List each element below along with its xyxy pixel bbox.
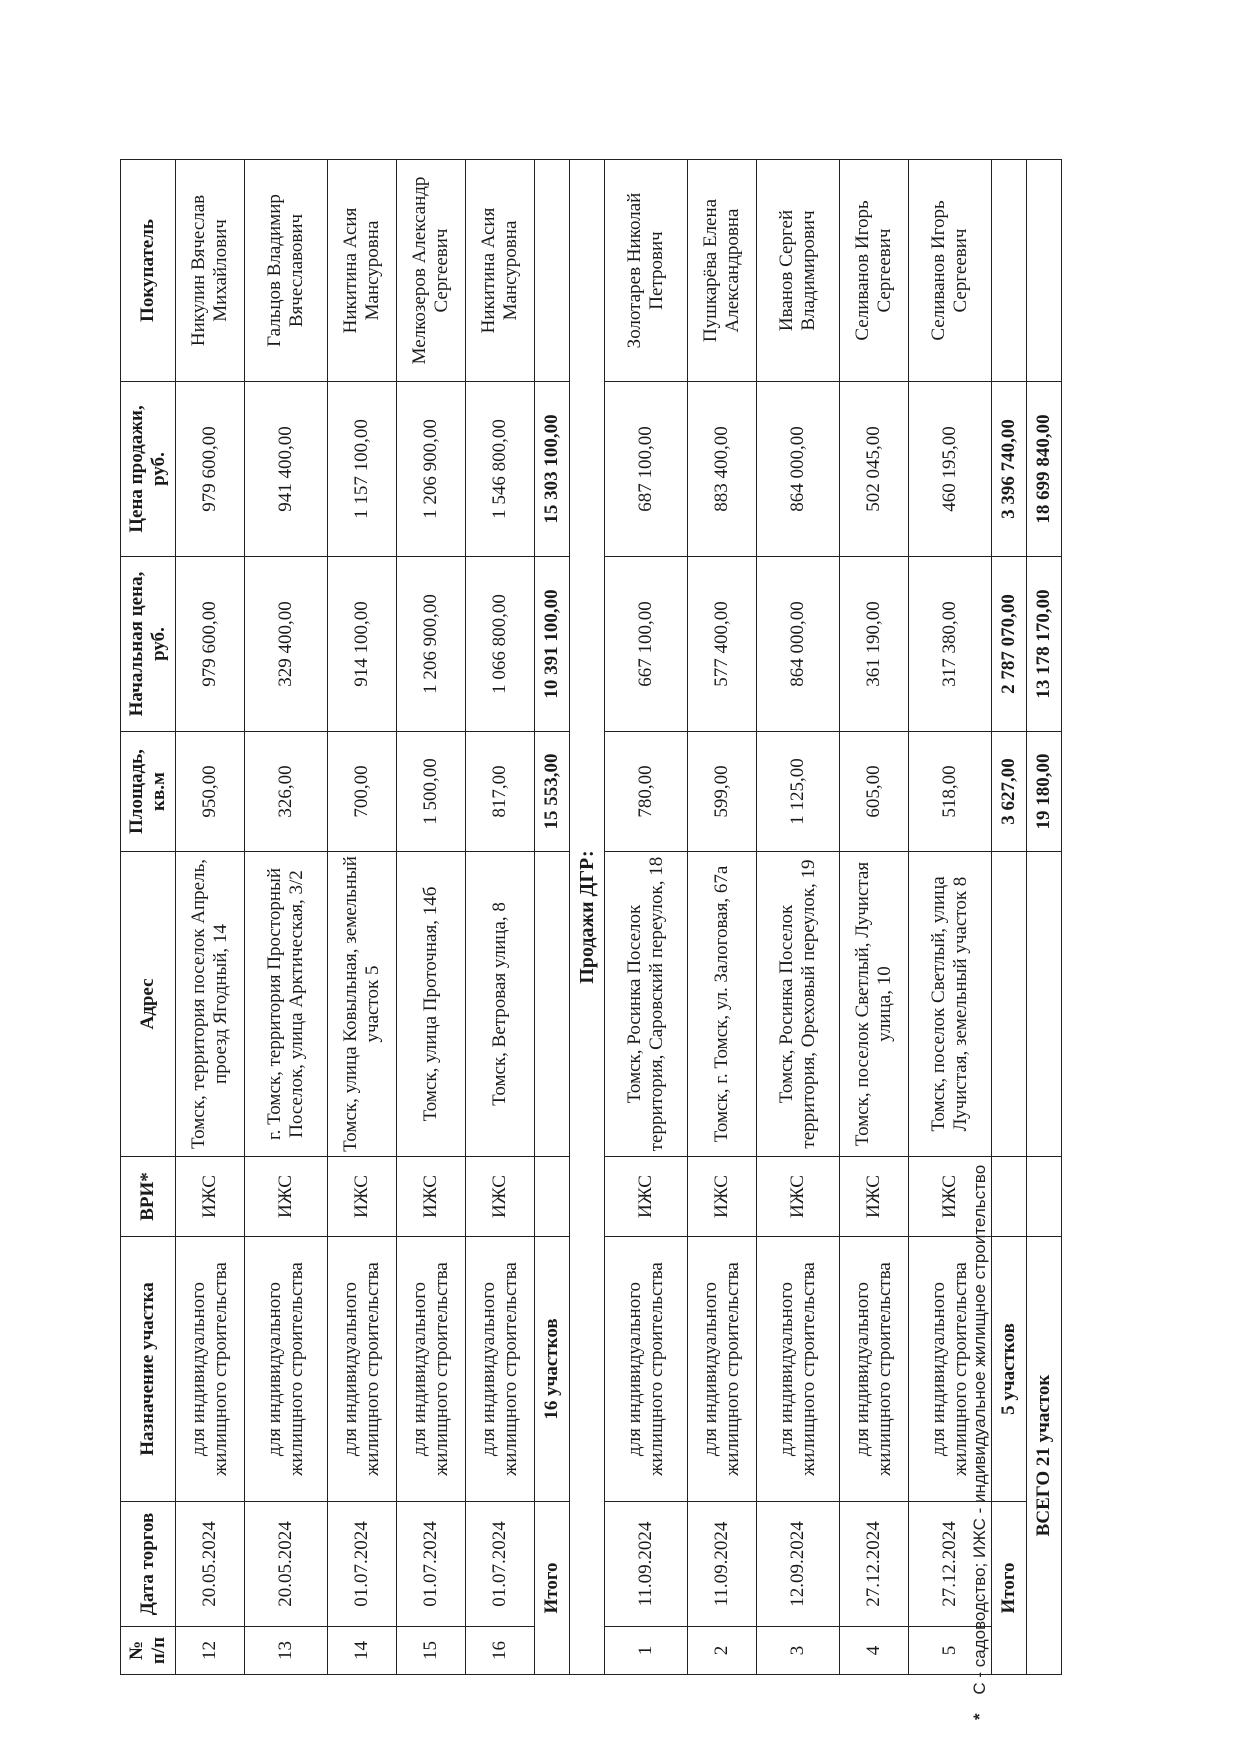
land-sales-table — [120, 159, 1062, 1675]
cell-buyer: Пушкарёва Елена Александровна — [688, 160, 757, 382]
subtotal-start-price: 2 787 070,00 — [992, 557, 1027, 732]
cell-address: Томск, территория поселок Апрель, проезд Ягодный, 14 — [176, 852, 245, 1157]
grand-total-sale-price: 18 699 840,00 — [1027, 382, 1062, 557]
cell-start-price: 864 000,00 — [757, 557, 840, 732]
cell-buyer: Иванов Сергей Владимирович — [757, 160, 840, 382]
subtotal-area: 3 627,00 — [992, 732, 1027, 852]
cell-area: 1 125,00 — [757, 732, 840, 852]
cell-sale-price: 1 206 900,00 — [397, 382, 466, 557]
cell-address: Томск, улица Ковыльная, земельный участок 5 — [328, 852, 397, 1157]
cell-sale-price: 1 546 800,00 — [466, 382, 535, 557]
cell-date: 01.07.2024 — [328, 1502, 397, 1627]
empty-cell — [992, 852, 1027, 1157]
cell-area: 605,00 — [840, 732, 909, 852]
header-vri: ВРИ* — [121, 1157, 176, 1237]
header-date: Дата торгов — [121, 1502, 176, 1627]
cell-address: Томск, Ветровая улица, 8 — [466, 852, 535, 1157]
cell-area: 518,00 — [909, 732, 992, 852]
table-row — [176, 160, 245, 1675]
cell-purpose: для индивидуального жилищного строительства — [245, 1237, 328, 1502]
subtotal-row-2 — [992, 160, 1027, 1675]
cell-area: 1 500,00 — [397, 732, 466, 852]
empty-cell — [992, 160, 1027, 382]
header-num: № п/п — [121, 1627, 176, 1675]
cell-num: 2 — [688, 1627, 757, 1675]
cell-buyer: Никулин Вячеслав Михайлович — [176, 160, 245, 382]
cell-start-price: 329 400,00 — [245, 557, 328, 732]
cell-purpose: для индивидуального жилищного строительства — [909, 1237, 992, 1502]
cell-address: Томск, Росинка Поселок территория, Ореховый переулок, 19 — [757, 852, 840, 1157]
cell-address: Томск, улица Проточная, 14б — [397, 852, 466, 1157]
subtotal-sale-price: 15 303 100,00 — [535, 382, 570, 557]
cell-area: 950,00 — [176, 732, 245, 852]
grand-total-area: 19 180,00 — [1027, 732, 1062, 852]
cell-vri: ИЖС — [176, 1157, 245, 1237]
cell-sale-price: 883 400,00 — [688, 382, 757, 557]
cell-date: 11.09.2024 — [688, 1502, 757, 1627]
table-row — [245, 160, 328, 1675]
table-row — [466, 160, 535, 1675]
cell-sale-price: 941 400,00 — [245, 382, 328, 557]
rotated-page — [120, 120, 1055, 1720]
subtotal-sale-price: 3 396 740,00 — [992, 382, 1027, 557]
subtotal-count: 5 участков — [992, 1237, 1027, 1502]
cell-area: 599,00 — [688, 732, 757, 852]
cell-start-price: 979 600,00 — [176, 557, 245, 732]
subtotal-start-price: 10 391 100,00 — [535, 557, 570, 732]
cell-buyer: Мелкозеров Александр Сергеевич — [397, 160, 466, 382]
cell-vri: ИЖС — [840, 1157, 909, 1237]
grand-total-start-price: 13 178 170,00 — [1027, 557, 1062, 732]
cell-sale-price: 979 600,00 — [176, 382, 245, 557]
cell-sale-price: 1 157 100,00 — [328, 382, 397, 557]
table-row — [757, 160, 840, 1675]
cell-purpose: для индивидуального жилищного строительства — [328, 1237, 397, 1502]
cell-num: 4 — [840, 1627, 909, 1675]
cell-area: 780,00 — [605, 732, 688, 852]
cell-date: 27.12.2024 — [840, 1502, 909, 1627]
empty-cell — [1027, 160, 1062, 382]
grand-total-label: ВСЕГО 21 участок — [1027, 1237, 1062, 1675]
cell-vri: ИЖС — [688, 1157, 757, 1237]
cell-purpose: для индивидуального жилищного строительства — [688, 1237, 757, 1502]
cell-num: 1 — [605, 1627, 688, 1675]
subtotal-count: 16 участков — [535, 1237, 570, 1502]
table-header-row — [121, 160, 176, 1675]
cell-sale-price: 687 100,00 — [605, 382, 688, 557]
cell-date: 11.09.2024 — [605, 1502, 688, 1627]
cell-address: Томск, Росинка Поселок территория, Саровский переулок, 18 — [605, 852, 688, 1157]
empty-cell — [535, 852, 570, 1157]
cell-num: 13 — [245, 1627, 328, 1675]
cell-purpose: для индивидуального жилищного строительства — [176, 1237, 245, 1502]
cell-start-price: 667 100,00 — [605, 557, 688, 732]
cell-start-price: 914 100,00 — [328, 557, 397, 732]
header-buyer: Покупатель — [121, 160, 176, 382]
cell-start-price: 577 400,00 — [688, 557, 757, 732]
cell-start-price: 1 066 800,00 — [466, 557, 535, 732]
cell-purpose: для индивидуального жилищного строительства — [397, 1237, 466, 1502]
table-row — [397, 160, 466, 1675]
table-row — [328, 160, 397, 1675]
cell-start-price: 1 206 900,00 — [397, 557, 466, 732]
cell-num: 15 — [397, 1627, 466, 1675]
cell-start-price: 317 380,00 — [909, 557, 992, 732]
cell-buyer: Золотарев Николай Петрович — [605, 160, 688, 382]
subtotal-label: Итого — [535, 1502, 570, 1675]
cell-buyer: Селиванов Игорь Сергеевич — [909, 160, 992, 382]
cell-num: 3 — [757, 1627, 840, 1675]
cell-sale-price: 502 045,00 — [840, 382, 909, 557]
cell-vri: ИЖС — [605, 1157, 688, 1237]
cell-area: 700,00 — [328, 732, 397, 852]
empty-cell — [992, 1157, 1027, 1237]
cell-vri: ИЖС — [245, 1157, 328, 1237]
header-start-price: Начальная цена, руб. — [121, 557, 176, 732]
cell-purpose: для индивидуального жилищного строительства — [757, 1237, 840, 1502]
cell-purpose: для индивидуального жилищного строительства — [605, 1237, 688, 1502]
cell-vri: ИЖС — [909, 1157, 992, 1237]
section-title: Продажи ДГР: — [570, 160, 605, 1675]
cell-date: 20.05.2024 — [176, 1502, 245, 1627]
cell-num: 12 — [176, 1627, 245, 1675]
cell-date: 01.07.2024 — [397, 1502, 466, 1627]
cell-sale-price: 460 195,00 — [909, 382, 992, 557]
cell-purpose: для индивидуального жилищного строительства — [466, 1237, 535, 1502]
cell-vri: ИЖС — [466, 1157, 535, 1237]
cell-area: 817,00 — [466, 732, 535, 852]
cell-start-price: 361 190,00 — [840, 557, 909, 732]
cell-vri: ИЖС — [757, 1157, 840, 1237]
header-area: Площадь, кв.м — [121, 732, 176, 852]
cell-vri: ИЖС — [397, 1157, 466, 1237]
table-row — [605, 160, 688, 1675]
cell-address: Томск, г. Томск, ул. Залоговая, 67а — [688, 852, 757, 1157]
cell-buyer: Гальцов Владимир Вячеславович — [245, 160, 328, 382]
cell-sale-price: 864 000,00 — [757, 382, 840, 557]
footnote — [970, 220, 990, 1720]
cell-purpose: для индивидуального жилищного строительства — [840, 1237, 909, 1502]
table-row — [840, 160, 909, 1675]
cell-buyer: Никитина Асия Мансуровна — [466, 160, 535, 382]
subtotal-row-1 — [535, 160, 570, 1675]
cell-num: 14 — [328, 1627, 397, 1675]
header-purpose: Назначение участка — [121, 1237, 176, 1502]
cell-address: Томск, поселок Светлый, улица Лучистая, земельный участок 8 — [909, 852, 992, 1157]
grand-total-row — [1027, 160, 1062, 1675]
cell-num: 5 — [909, 1627, 992, 1675]
footnote-star: * — [970, 1713, 989, 1720]
empty-cell — [1027, 852, 1062, 1157]
cell-num: 16 — [466, 1627, 535, 1675]
header-sale-price: Цена продажи, руб. — [121, 382, 176, 557]
subtotal-label: Итого — [992, 1502, 1027, 1675]
cell-date: 01.07.2024 — [466, 1502, 535, 1627]
empty-cell — [535, 1157, 570, 1237]
cell-buyer: Никитина Асия Мансуровна — [328, 160, 397, 382]
cell-vri: ИЖС — [328, 1157, 397, 1237]
cell-date: 12.09.2024 — [757, 1502, 840, 1627]
section-row — [570, 160, 605, 1675]
cell-area: 326,00 — [245, 732, 328, 852]
empty-cell — [535, 160, 570, 382]
cell-address: Томск, поселок Светлый, Лучистая улица, 10 — [840, 852, 909, 1157]
cell-buyer: Селиванов Игорь Сергеевич — [840, 160, 909, 382]
subtotal-area: 15 553,00 — [535, 732, 570, 852]
cell-address: г. Томск, территория Просторный Поселок, улица Арктическая, 3/2 — [245, 852, 328, 1157]
footnote-text: С - садоводство; ИЖС - индивидуальное жилищное строительство — [970, 1164, 989, 1695]
cell-date: 27.12.2024 — [909, 1502, 992, 1627]
empty-cell — [1027, 1157, 1062, 1237]
cell-date: 20.05.2024 — [245, 1502, 328, 1627]
header-address: Адрес — [121, 852, 176, 1157]
table-row — [688, 160, 757, 1675]
